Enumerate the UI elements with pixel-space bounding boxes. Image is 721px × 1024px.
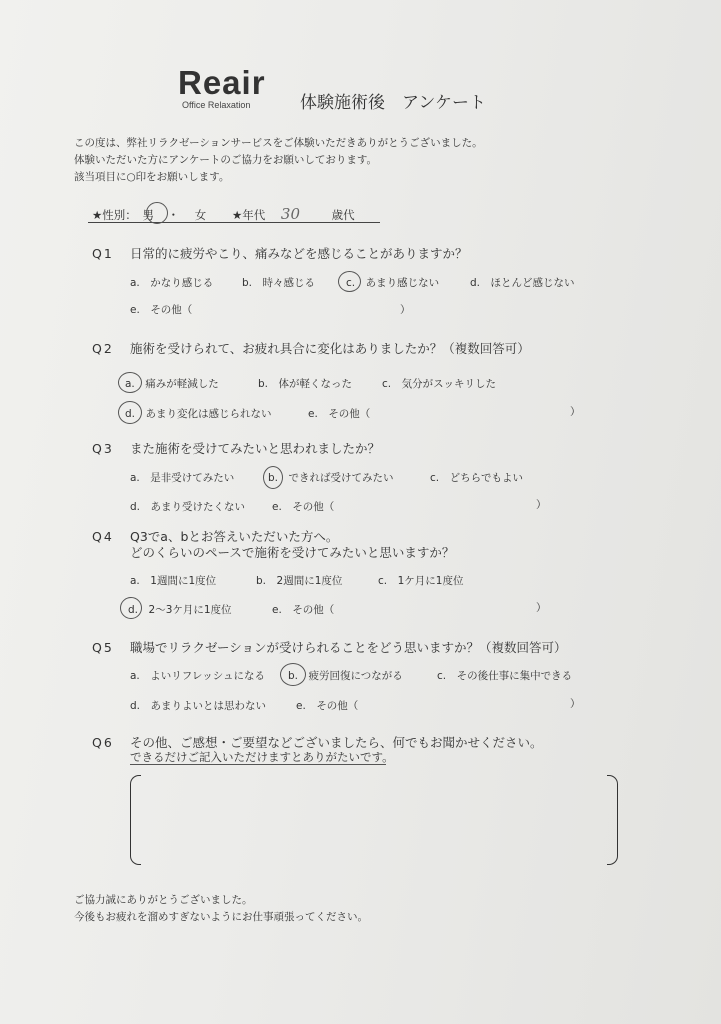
reair-logo: Reair Office Relaxation <box>178 64 266 110</box>
answer-circle <box>280 663 306 686</box>
paren-close: ） <box>570 406 581 418</box>
q2-option-e[interactable]: e. その他（ <box>308 408 371 420</box>
question-number: Q4 <box>92 529 114 544</box>
q5-option-c[interactable]: c. その後仕事に集中できる <box>437 670 573 682</box>
paren-close: ） <box>536 602 547 614</box>
q2-option-a[interactable]: a. 痛みが軽減した <box>125 378 219 390</box>
question-text-line2: どのくらいのペースで施術を受けてみたいと思いますか？ <box>130 545 455 560</box>
question-q1 <box>92 244 468 262</box>
question-number: Q2 <box>92 341 114 356</box>
question-number: Q5 <box>92 640 114 655</box>
paren-close: ） <box>400 304 411 316</box>
question-text: 職場でリラクゼーションが受けられることをどう思いますか？（複数回答可） <box>130 640 567 655</box>
gender-male[interactable]: 男 <box>142 208 154 222</box>
age-label: ★年代 <box>231 208 266 222</box>
gender-female[interactable]: 女 <box>194 208 207 222</box>
q4-option-b[interactable]: b. 2週間に1度位 <box>256 575 343 587</box>
q2-option-c[interactable]: c. 気分がスッキリした <box>382 378 497 390</box>
question-text: その他、ご感想・ご要望などございましたら、何でもお聞かせください。 <box>130 735 543 750</box>
question-text: 施術を受けられて、お疲れ具合に変化はありましたか？（複数回答可） <box>130 341 530 356</box>
closing-text <box>74 892 368 926</box>
q1-option-b[interactable]: b. 時々感じる <box>242 277 316 289</box>
question-q2 <box>92 339 530 357</box>
answer-circle <box>120 597 142 619</box>
q1-option-e[interactable]: e. その他（ <box>130 304 193 316</box>
intro-line: 体験いただいた方にアンケートのご協力をお願いしております。 <box>74 154 378 166</box>
q1-option-c[interactable]: c. あまり感じない <box>346 277 440 289</box>
q1-option-a[interactable]: a. かなり感じる <box>130 277 214 289</box>
intro-text <box>74 135 483 186</box>
q3-option-a[interactable]: a. 是非受けてみたい <box>130 472 235 484</box>
question-text: 日常的に疲労やこり、痛みなどを感じることがありますか？ <box>130 246 468 261</box>
question-q5 <box>92 638 567 656</box>
q3-option-c[interactable]: c. どちらでもよい <box>430 472 524 484</box>
closing-line: 今後もお疲れを溜めすぎないようにお仕事頑張ってください。 <box>74 911 368 923</box>
q6-underline <box>130 764 386 765</box>
page-title: 体験施術後 アンケート <box>300 93 486 113</box>
question-q3 <box>92 439 380 457</box>
intro-line: 該当項目に○印をお願いします。 <box>74 171 230 183</box>
answer-circle <box>118 401 142 424</box>
age-suffix: 歳代 <box>331 208 355 222</box>
q1-option-d[interactable]: d. ほとんど感じない <box>470 277 575 289</box>
q4-option-c[interactable]: c. 1ケ月に1度位 <box>378 575 464 587</box>
q5-option-e[interactable]: e. その他（ <box>296 700 359 712</box>
q4-option-a[interactable]: a. 1週間に1度位 <box>130 575 217 587</box>
answer-circle <box>146 202 168 224</box>
closing-line: ご協力誠にありがとうございました。 <box>74 894 253 906</box>
answer-circle <box>263 466 283 489</box>
q3-option-b[interactable]: b. できれば受けてみたい <box>268 472 394 484</box>
profile-row <box>92 205 355 223</box>
q5-option-b[interactable]: b. 疲労回復につながる <box>288 670 403 682</box>
answer-circle <box>338 271 361 292</box>
comment-box-left <box>130 775 141 865</box>
answer-circle <box>118 372 142 393</box>
age-value[interactable]: 30 <box>280 205 300 223</box>
question-text: Q3でa、bとお答えいただいた方へ。 <box>130 529 339 544</box>
question-number: Q6 <box>92 735 114 750</box>
paren-close: ） <box>536 499 547 511</box>
q4-option-e[interactable]: e. その他（ <box>272 604 335 616</box>
question-text: また施術を受けてみたいと思われましたか？ <box>130 441 381 456</box>
q4-option-d[interactable]: d. 2〜3ケ月に1度位 <box>128 604 232 616</box>
question-text-line2: できるだけご記入いただけますとありがたいです。 <box>130 750 394 764</box>
q5-option-d[interactable]: d. あまりよいとは思わない <box>130 700 267 712</box>
q2-option-d[interactable]: d. あまり変化は感じられない <box>125 408 272 420</box>
question-number: Q1 <box>92 246 114 261</box>
q3-option-e[interactable]: e. その他（ <box>272 501 335 513</box>
comment-area[interactable] <box>142 778 605 862</box>
intro-line: この度は、弊社リラクゼーションサービスをご体験いただきありがとうございました。 <box>74 137 483 149</box>
comment-box-right <box>607 775 618 865</box>
q3-option-d[interactable]: d. あまり受けたくない <box>130 501 246 513</box>
gender-separator: ・ <box>167 208 180 222</box>
profile-underline <box>88 222 380 223</box>
q5-option-a[interactable]: a. よいリフレッシュになる <box>130 670 266 682</box>
question-number: Q3 <box>92 441 114 456</box>
paren-close: ） <box>570 698 581 710</box>
gender-label: ★性別： <box>92 208 137 222</box>
q2-option-b[interactable]: b. 体が軽くなった <box>258 378 353 390</box>
